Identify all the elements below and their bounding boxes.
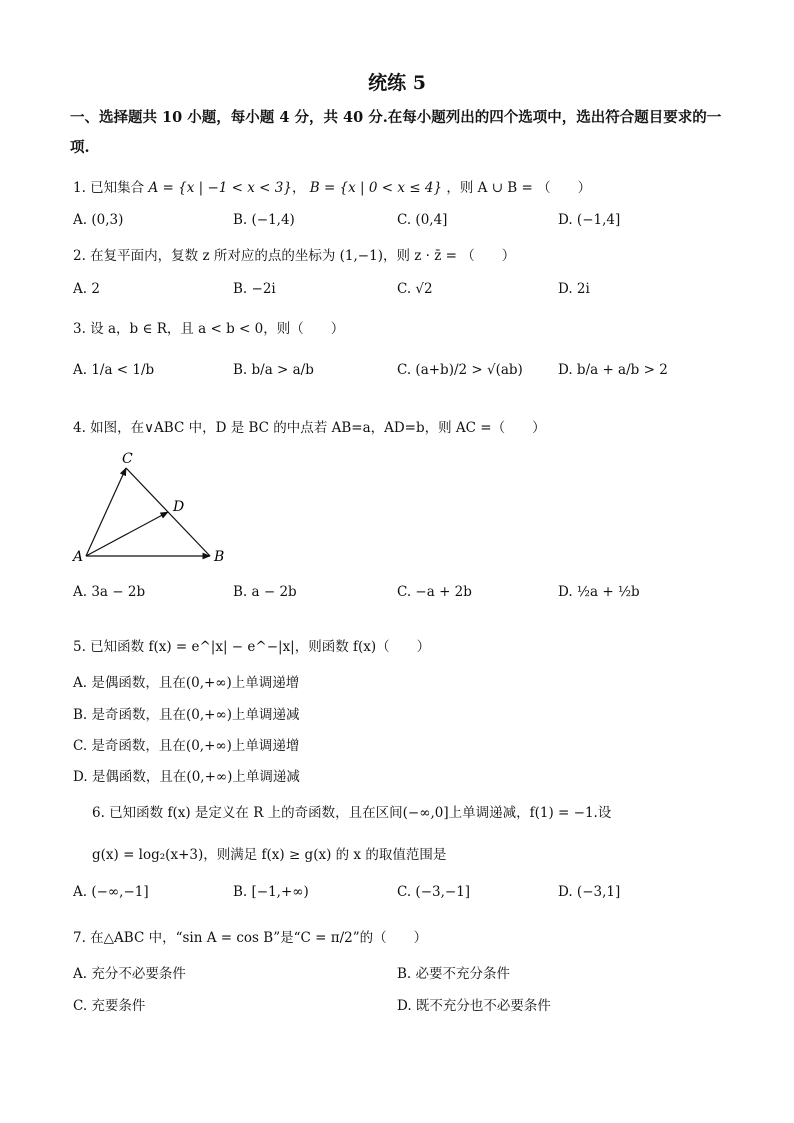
vertex-b-label: B bbox=[214, 549, 225, 565]
question-6-line1: 6. 已知函数 f(x) 是定义在 R 上的奇函数，且在区间(−∞,0]上单调递减，f(1) = −1.设 bbox=[92, 805, 612, 821]
q1-set-a: A = {x | −1 < x < 3} bbox=[148, 180, 292, 196]
question-2: 2. 在复平面内，复数 z 所对应的点的坐标为 (1,−1)，则 z · z̄ = （ ） bbox=[73, 248, 516, 264]
q4-option-b[interactable]: B. a − 2b bbox=[233, 584, 297, 600]
q1-stem-suffix: ，则 A ∪ B = （ ） bbox=[446, 180, 592, 196]
q6-option-d[interactable]: D. (−3,1] bbox=[558, 884, 621, 900]
q4-option-a[interactable]: A. 3a − 2b bbox=[73, 584, 146, 600]
question-1: 1. 已知集合 A = {x | −1 < x < 3}， B = {x | 0 < x ≤ 4} ，则 A ∪ B = （ ） bbox=[73, 180, 592, 196]
q1-option-c[interactable]: C. (0,4] bbox=[397, 212, 448, 228]
q2-option-d[interactable]: D. 2i bbox=[558, 281, 590, 297]
q2-option-a[interactable]: A. 2 bbox=[73, 281, 100, 297]
q3-option-d[interactable]: D. b/a + a/b > 2 bbox=[558, 362, 668, 378]
point-d-label: D bbox=[173, 499, 185, 515]
question-7: 7. 在△ABC 中，“sin A = cos B”是“C = π/2”的（ ） bbox=[73, 930, 428, 946]
q5-option-a[interactable]: A. 是偶函数，且在(0,+∞)上单调递增 bbox=[73, 675, 300, 691]
q4-option-d[interactable]: D. ½a + ½b bbox=[558, 584, 640, 600]
median-ad bbox=[86, 512, 168, 556]
q5-option-d[interactable]: D. 是偶函数，且在(0,+∞)上单调递减 bbox=[73, 769, 300, 785]
triangle-figure bbox=[68, 448, 238, 570]
q1-stem-prefix: 1. 已知集合 bbox=[73, 180, 145, 196]
question-3: 3. 设 a，b ∈ R，且 a < b < 0，则（ ） bbox=[73, 321, 345, 337]
q1-option-a[interactable]: A. (0,3) bbox=[73, 212, 124, 228]
q7-option-c[interactable]: C. 充要条件 bbox=[73, 998, 146, 1014]
side-ac bbox=[86, 468, 126, 556]
question-5: 5. 已知函数 f(x) = e^|x| − e^−|x|，则函数 f(x)（ ） bbox=[73, 639, 431, 655]
q1-option-d[interactable]: D. (−1,4] bbox=[558, 212, 621, 228]
q7-option-a[interactable]: A. 充分不必要条件 bbox=[73, 966, 186, 982]
section-heading: 一、选择题共 10 小题，每小题 4 分，共 40 分.在每小题列出的四个选项中，选出符合题目要求的一项. bbox=[70, 109, 722, 156]
q1-option-b[interactable]: B. (−1,4) bbox=[233, 212, 295, 228]
q6-option-b[interactable]: B. [−1,+∞) bbox=[233, 884, 309, 900]
q6-option-c[interactable]: C. (−3,−1] bbox=[397, 884, 471, 900]
vertex-a-label: A bbox=[73, 549, 84, 565]
q7-option-b[interactable]: B. 必要不充分条件 bbox=[397, 966, 511, 982]
q2-option-c[interactable]: C. √2 bbox=[397, 281, 433, 297]
q3-option-c[interactable]: C. (a+b)/2 > √(ab) bbox=[397, 362, 523, 378]
q1-set-b: B = {x | 0 < x ≤ 4} bbox=[309, 180, 443, 196]
q6-option-a[interactable]: A. (−∞,−1] bbox=[73, 884, 149, 900]
q5-option-b[interactable]: B. 是奇函数，且在(0,+∞)上单调递减 bbox=[73, 707, 300, 723]
q5-option-c[interactable]: C. 是奇函数，且在(0,+∞)上单调递增 bbox=[73, 738, 300, 754]
page-title: 统练 5 bbox=[368, 72, 426, 94]
q4-option-c[interactable]: C. −a + 2b bbox=[397, 584, 472, 600]
q3-option-b[interactable]: B. b/a > a/b bbox=[233, 362, 314, 378]
question-4: 4. 如图，在∨ABC 中，D 是 BC 的中点若 AB=a，AD=b，则 AC =（ ） bbox=[73, 420, 546, 436]
q3-option-a[interactable]: A. 1/a < 1/b bbox=[73, 362, 155, 378]
vertex-c-label: C bbox=[122, 451, 133, 467]
q2-option-b[interactable]: B. −2i bbox=[233, 281, 276, 297]
q7-option-d[interactable]: D. 既不充分也不必要条件 bbox=[397, 998, 551, 1014]
question-6-line2: g(x) = log₂(x+3)，则满足 f(x) ≥ g(x) 的 x 的取值范围是 bbox=[92, 847, 447, 863]
